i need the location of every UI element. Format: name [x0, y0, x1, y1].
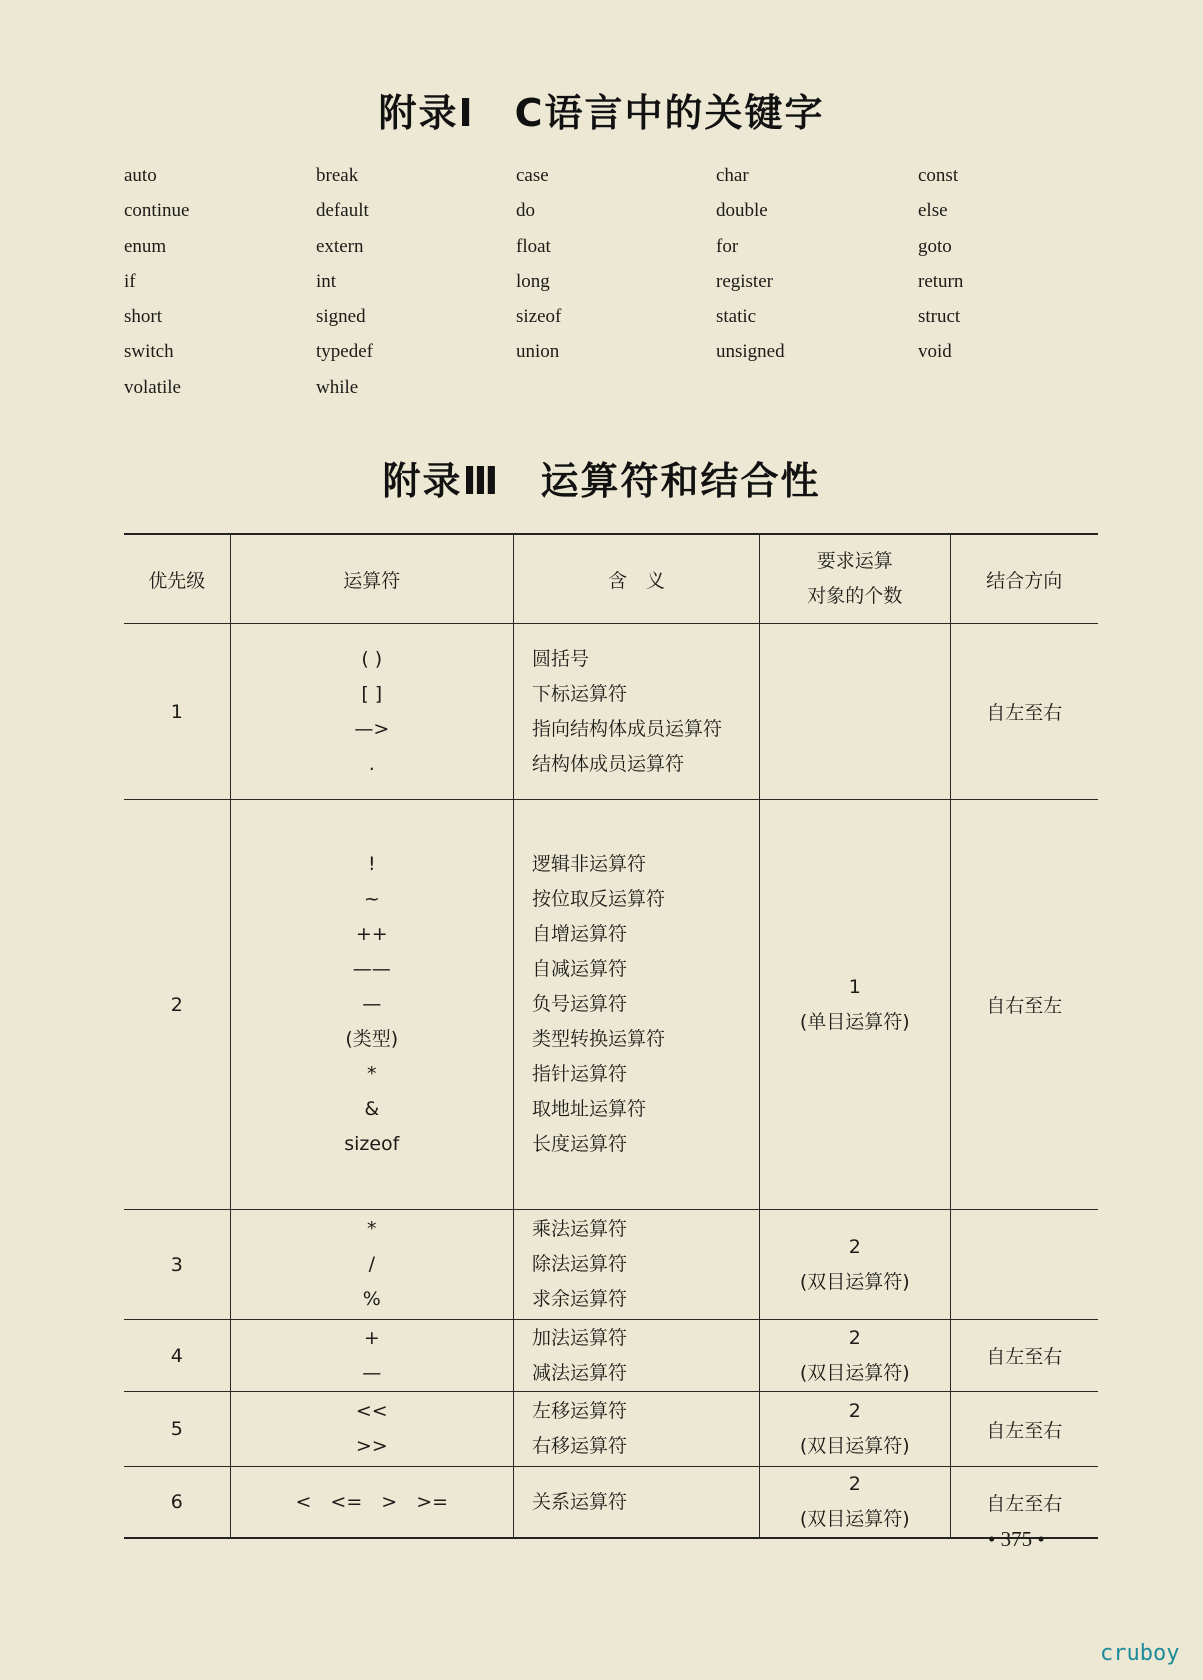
keyword-item: do [516, 200, 535, 222]
cell-operators [230, 1320, 513, 1392]
operator-meaning: 乘法运算符 [531, 1218, 627, 1240]
keyword-item: static [716, 306, 757, 328]
cell-priority: 1 [124, 624, 230, 800]
operator-meaning: 指向结构体成员运算符 [531, 717, 722, 740]
operator-meaning: 自减运算符 [531, 958, 627, 980]
keyword-item: else [918, 200, 948, 222]
operand-count: 2 [848, 1235, 861, 1258]
operand-count: (双目运算符) [799, 1435, 910, 1457]
keyword-item: double [716, 200, 768, 222]
table-header-row [124, 534, 1098, 624]
keyword-item: volatile [124, 376, 181, 398]
table-row [124, 1467, 1098, 1539]
operator-meaning: 按位取反运算符 [531, 888, 665, 910]
keyword-item: default [316, 200, 369, 222]
cell-priority: 4 [124, 1320, 230, 1392]
watermark-text: cruboy [1100, 1641, 1180, 1666]
header-operands [759, 534, 950, 624]
cell-priority: 5 [124, 1392, 230, 1467]
cell-meanings [513, 1467, 759, 1539]
operator-symbol: % [362, 1288, 381, 1310]
keyword-item: union [516, 341, 560, 363]
operator-symbol: << [355, 1400, 388, 1422]
keyword-item: float [516, 235, 551, 257]
keyword-item: int [316, 270, 337, 292]
keyword-item: if [124, 270, 136, 292]
cell-meanings [513, 1210, 759, 1320]
keyword-item: return [918, 270, 964, 292]
keyword-item: continue [124, 200, 190, 222]
cell-operands [759, 800, 950, 1210]
operator-meaning: 类型转换运算符 [531, 1028, 665, 1050]
cell-assoc [950, 1210, 1098, 1320]
operator-meaning: 左移运算符 [531, 1400, 627, 1422]
cell-operators [230, 624, 513, 800]
operator-meaning: 求余运算符 [531, 1288, 627, 1310]
cell-meanings [513, 800, 759, 1210]
header-operator: 运算符 [230, 534, 513, 624]
operand-count: 2 [848, 1400, 861, 1422]
cell-operators [230, 1392, 513, 1467]
keyword-item: sizeof [516, 306, 562, 328]
table-row [124, 800, 1098, 1210]
operator-symbol: —— [352, 958, 391, 980]
keyword-item: void [918, 341, 952, 363]
operator-symbol: — [362, 1361, 382, 1384]
header-operands-line1: 要求运算 [816, 550, 893, 572]
operator-symbol: ! [367, 853, 376, 875]
operator-symbol: ( ) [361, 647, 383, 670]
operator-symbol: * [367, 1063, 377, 1085]
keyword-item: while [316, 376, 359, 398]
cell-operators [230, 1467, 513, 1539]
operator-meaning: 负号运算符 [531, 993, 627, 1015]
operator-meaning: 下标运算符 [531, 682, 627, 705]
operator-symbol: sizeof [344, 1133, 400, 1155]
operand-count: (单目运算符) [799, 1010, 910, 1033]
operator-meaning: 长度运算符 [531, 1133, 627, 1155]
keyword-item: extern [316, 235, 364, 257]
operator-meaning: 圆括号 [531, 647, 589, 670]
cell-meanings [513, 1320, 759, 1392]
cell-assoc: 自左至右 [950, 1320, 1098, 1392]
keyword-item: break [316, 165, 359, 186]
cell-assoc: 自右至左 [950, 800, 1098, 1210]
operator-symbol: + [363, 1326, 380, 1349]
operator-symbol: . [368, 752, 375, 775]
appendix-3-title: 附录Ⅲ 运算符和结合性 [382, 459, 821, 503]
operator-meaning: 右移运算符 [531, 1435, 627, 1457]
operand-count: 2 [848, 1326, 861, 1349]
operator-symbol: (类型) [345, 1028, 399, 1050]
cell-priority: 3 [124, 1210, 230, 1320]
cell-operands [759, 624, 950, 800]
operator-symbol: ~ [363, 888, 380, 910]
cell-operands [759, 1320, 950, 1392]
operator-meaning: 除法运算符 [531, 1253, 627, 1275]
operand-count: (双目运算符) [799, 1361, 910, 1384]
operator-meaning: 加法运算符 [531, 1326, 627, 1349]
cell-operands [759, 1467, 950, 1539]
operator-symbol: — [362, 993, 382, 1015]
operand-count: 2 [848, 1473, 861, 1495]
operator-meaning: 取地址运算符 [531, 1098, 646, 1120]
cell-assoc: 自左至右 [950, 1467, 1098, 1539]
keyword-item: short [124, 306, 162, 328]
keyword-item: unsigned [716, 341, 785, 363]
cell-meanings [513, 1392, 759, 1467]
keyword-item: long [516, 270, 550, 292]
table-row [124, 1320, 1098, 1392]
header-operands-line2: 对象的个数 [807, 585, 903, 607]
keyword-item: signed [316, 306, 366, 328]
header-assoc: 结合方向 [950, 534, 1098, 624]
operator-table [124, 533, 1098, 1539]
table-row [124, 1210, 1098, 1320]
header-priority: 优先级 [124, 534, 230, 624]
operator-symbol: ++ [355, 923, 388, 945]
keyword-item: enum [124, 235, 167, 257]
keyword-item: case [516, 165, 549, 186]
operator-meaning: 减法运算符 [531, 1361, 627, 1384]
operator-meaning: 自增运算符 [531, 923, 627, 945]
header-meaning: 含 义 [513, 534, 759, 624]
keyword-item: auto [124, 165, 157, 186]
table-row [124, 1392, 1098, 1467]
cell-priority: 6 [124, 1467, 230, 1539]
operator-symbol: [ ] [361, 682, 383, 705]
keyword-grid [124, 165, 1024, 412]
appendix-1-title: 附录Ⅰ C语言中的关键字 [378, 91, 825, 135]
operator-symbol: < <= > >= [295, 1490, 449, 1513]
cell-priority: 2 [124, 800, 230, 1210]
keyword-item: struct [918, 306, 961, 328]
operand-count: (双目运算符) [799, 1508, 910, 1530]
keyword-item: const [918, 165, 959, 186]
operator-meaning: 指针运算符 [531, 1063, 627, 1085]
keyword-item [716, 377, 918, 412]
cell-operands [759, 1210, 950, 1320]
keyword-item: switch [124, 341, 174, 363]
keyword-item: for [716, 235, 739, 257]
table-row [124, 624, 1098, 800]
cell-assoc: 自左至右 [950, 624, 1098, 800]
page-number: • 375 • [988, 1527, 1045, 1551]
keyword-item [918, 377, 1028, 412]
keyword-item [516, 377, 716, 412]
keyword-item: goto [918, 235, 952, 257]
keyword-item: register [716, 270, 773, 292]
operand-count: 1 [848, 975, 861, 998]
operand-count: (双目运算符) [799, 1270, 910, 1293]
operator-meaning: 关系运算符 [531, 1490, 627, 1513]
cell-meanings [513, 624, 759, 800]
keyword-item: char [716, 165, 749, 186]
operator-symbol: * [367, 1218, 377, 1240]
operator-meaning: 逻辑非运算符 [531, 853, 646, 875]
operator-meaning: 结构体成员运算符 [531, 752, 684, 775]
keyword-item: typedef [316, 341, 373, 363]
cell-assoc: 自左至右 [950, 1392, 1098, 1467]
operator-symbol: >> [355, 1435, 388, 1457]
operator-symbol: & [364, 1098, 380, 1120]
operator-symbol: / [368, 1253, 375, 1275]
operator-symbol: —> [354, 717, 390, 740]
cell-operators [230, 1210, 513, 1320]
cell-operands [759, 1392, 950, 1467]
operator-table-body [124, 624, 1098, 1539]
cell-operators [230, 800, 513, 1210]
